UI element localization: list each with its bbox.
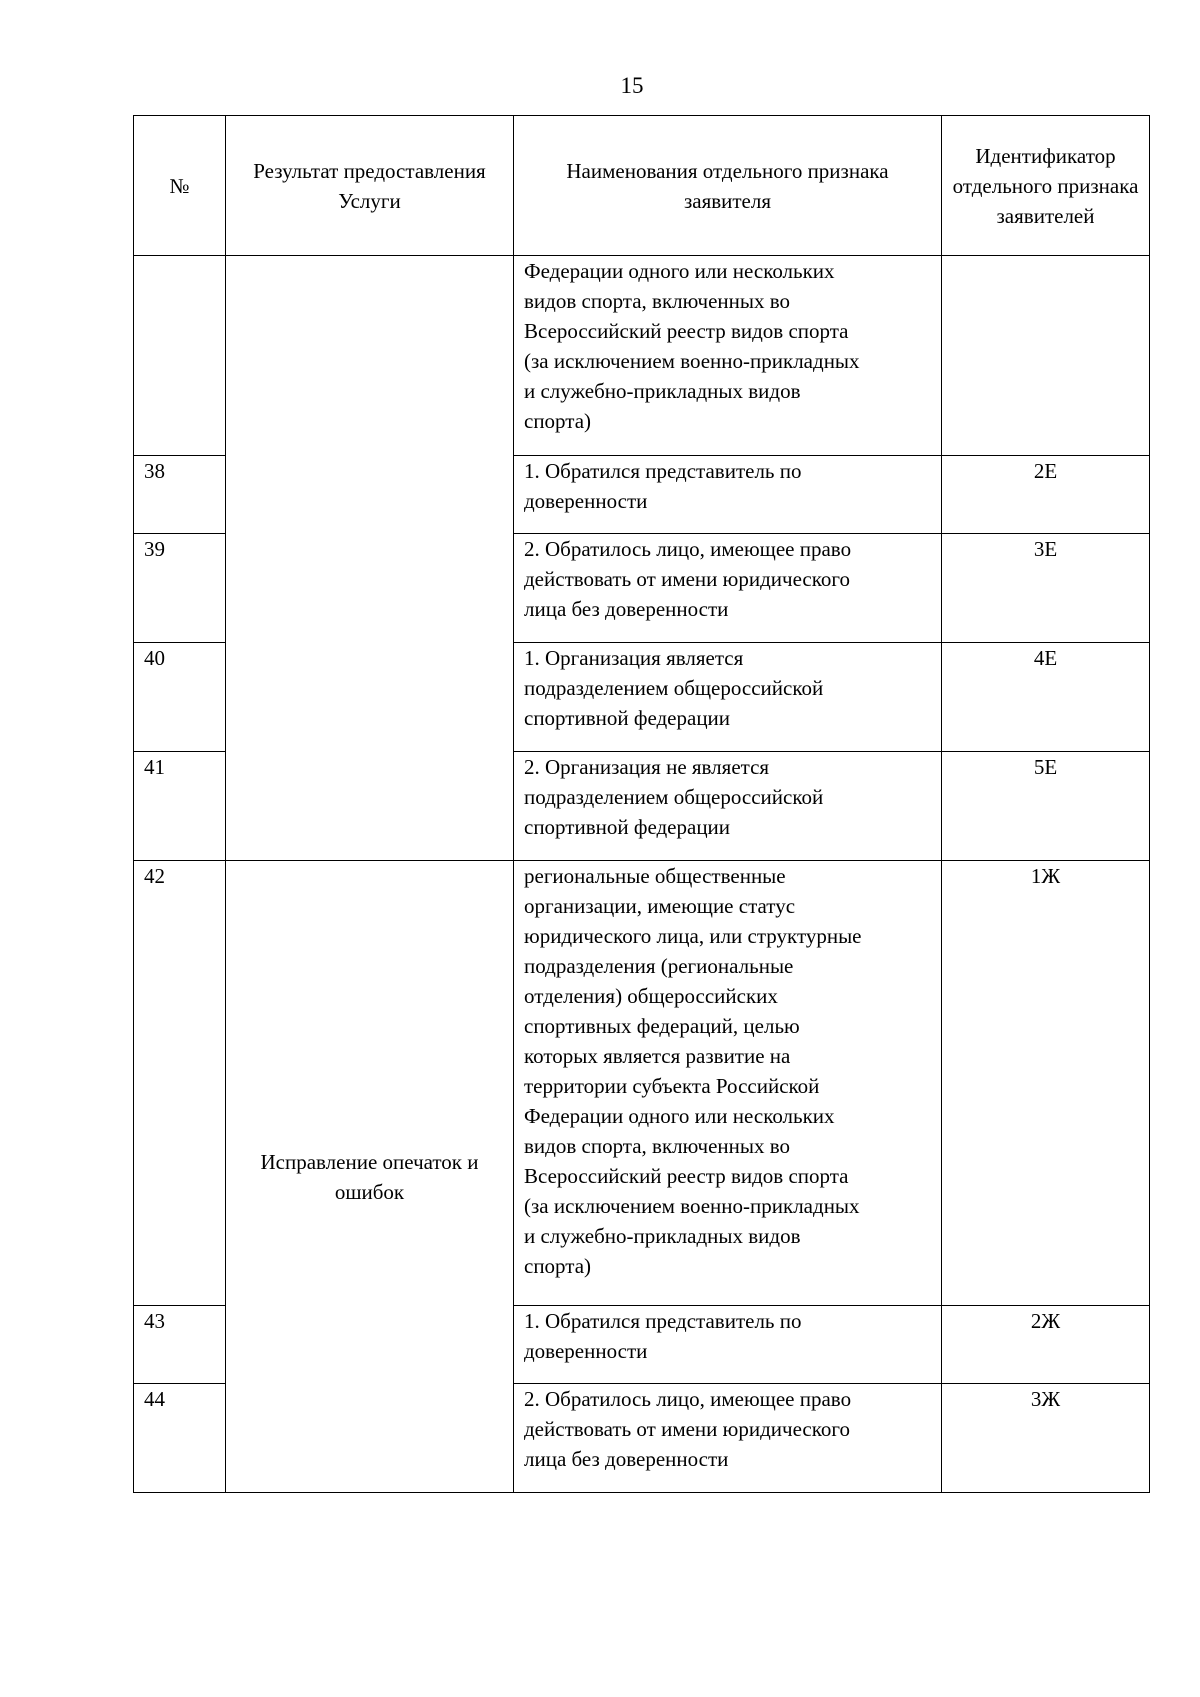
header-result: Результат предоставления Услуги [226, 116, 514, 256]
row-num: 39 [134, 534, 226, 643]
row-num: 43 [134, 1306, 226, 1384]
identifier-cell [942, 256, 1150, 456]
feature-cell: 1. Обратился представитель по доверенности [514, 456, 942, 534]
row-num [134, 256, 226, 456]
identifier-cell: 5Е [942, 752, 1150, 861]
page-number: 15 [620, 73, 644, 98]
row-num: 40 [134, 643, 226, 752]
row-num: 42 [134, 861, 226, 1306]
header-feature: Наименования отдельного признака заявителя [514, 116, 942, 256]
row-num: 41 [134, 752, 226, 861]
identifier-cell: 3Е [942, 534, 1150, 643]
feature-cell: 2. Обратилось лицо, имеющее право действовать от имени юридического лица без доверенности [514, 534, 942, 643]
applicant-features-table [133, 115, 1150, 1493]
table-header-row [134, 116, 1150, 256]
identifier-cell: 2Ж [942, 1306, 1150, 1384]
row-num: 44 [134, 1384, 226, 1493]
identifier-cell: 3Ж [942, 1384, 1150, 1493]
result-cell: Исправление опечаток и ошибок [226, 861, 514, 1493]
identifier-cell: 2Е [942, 456, 1150, 534]
feature-cell: Федерации одного или нескольких видов спорта, включенных во Всероссийский реестр видов спорта (за исключением военно-прикладных и служебно-прикладных видов спорта) [514, 256, 942, 456]
identifier-cell: 1Ж [942, 861, 1150, 1306]
header-identifier: Идентификатор отдельного признака заявителей [942, 116, 1150, 256]
header-num: № [134, 116, 226, 256]
table-row [134, 861, 1150, 1306]
feature-cell: 1. Обратился представитель по доверенности [514, 1306, 942, 1384]
table-row [134, 256, 1150, 456]
result-cell [226, 256, 514, 861]
row-num: 38 [134, 456, 226, 534]
identifier-cell: 4Е [942, 643, 1150, 752]
feature-cell: 1. Организация является подразделением общероссийской спортивной федерации [514, 643, 942, 752]
feature-cell: 2. Обратилось лицо, имеющее право действовать от имени юридического лица без доверенности [514, 1384, 942, 1493]
feature-cell: 2. Организация не является подразделением общероссийской спортивной федерации [514, 752, 942, 861]
feature-cell: региональные общественные организации, имеющие статус юридического лица, или структурные подразделения (региональные отделения) общероссийских спортивных федераций, целью которых является развитие на территории субъекта Российской Федерации одного или нескольких видов спорта, включенных во Всероссийский реестр видов спорта (за исключением военно-прикладных и служебно-прикладных видов спорта) [514, 861, 942, 1306]
